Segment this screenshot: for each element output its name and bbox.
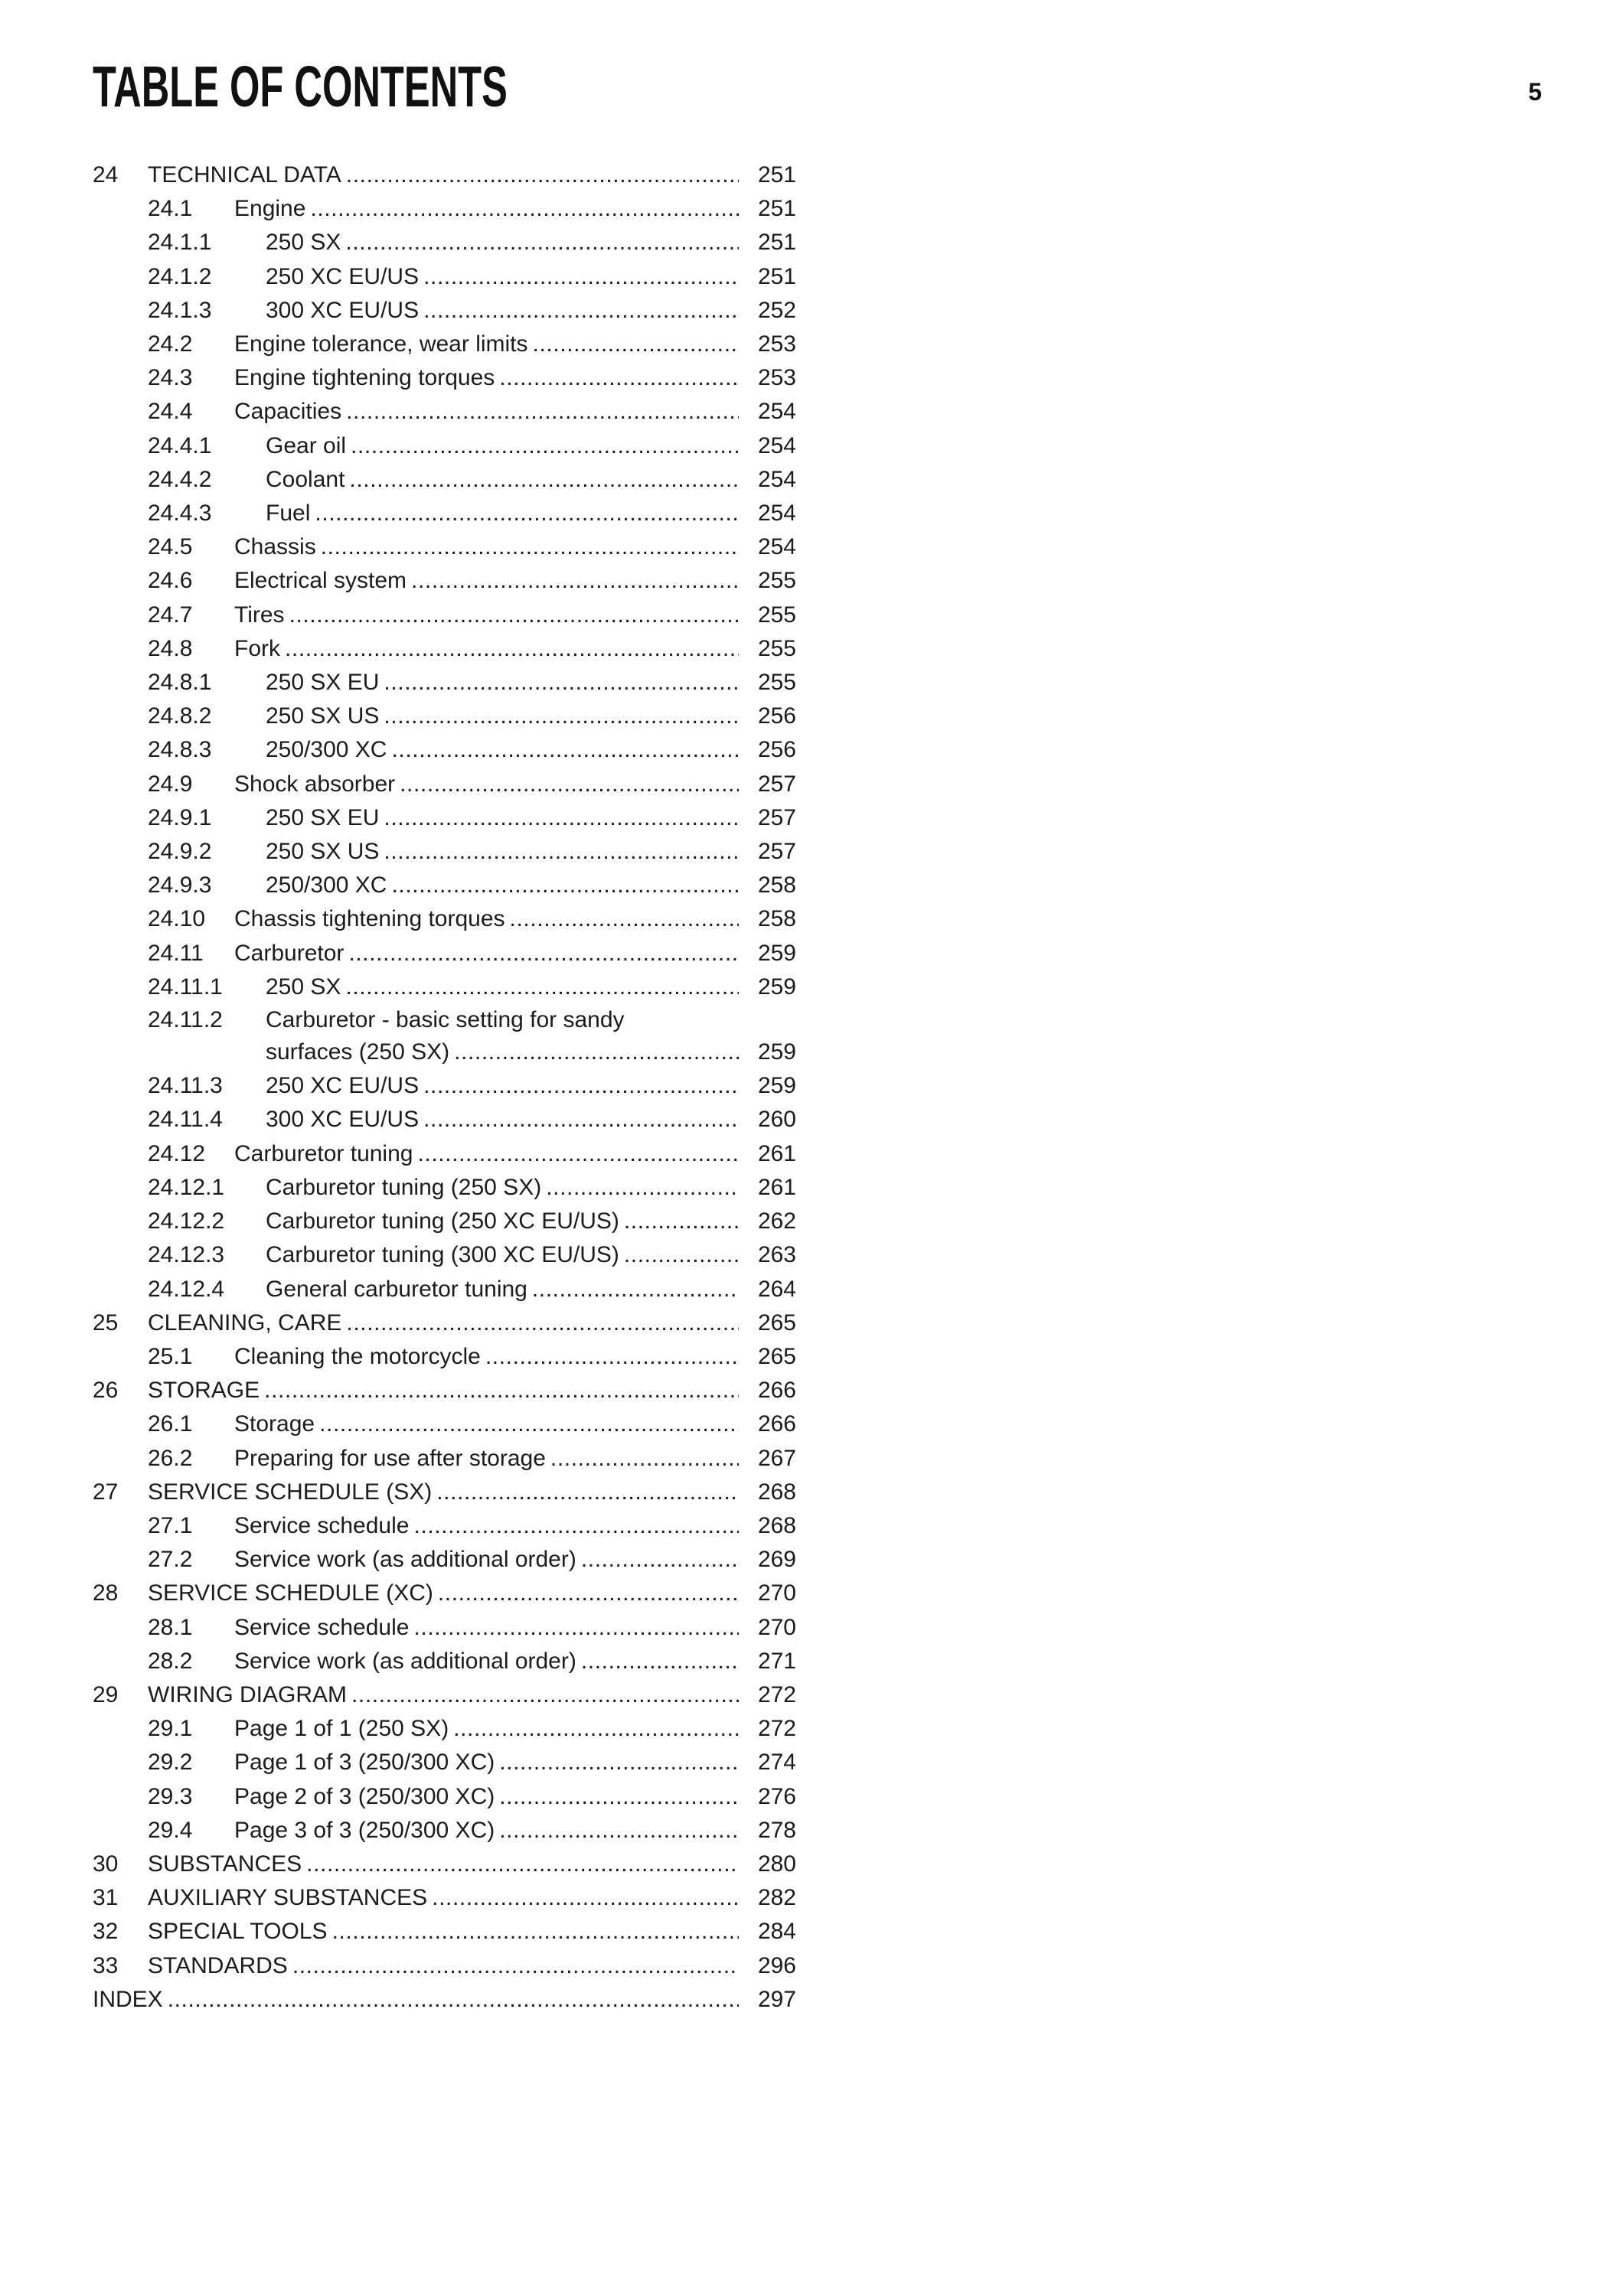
toc-section	[93, 1814, 796, 1848]
dot-leader	[347, 1678, 739, 1712]
toc-entry-title: 300 XC EU/US	[266, 297, 420, 323]
toc-entry-page: 272	[757, 1681, 796, 1707]
toc-entry-page: 262	[757, 1208, 796, 1234]
toc-entry-title: 250 SX US	[266, 839, 380, 865]
toc-chapter	[93, 1476, 796, 1509]
toc-entry-title: SERVICE SCHEDULE (XC)	[148, 1580, 433, 1606]
toc-section	[93, 564, 796, 598]
toc-entry-page: 257	[757, 771, 796, 797]
toc-entry-title: Capacities	[234, 399, 342, 425]
toc-entry-title-continuation: surfaces (250 SX)	[266, 1039, 450, 1065]
toc-entry-page: 268	[757, 1512, 796, 1538]
dot-leader	[315, 1407, 739, 1441]
toc-entry-number: 24.8.3	[148, 737, 212, 763]
toc-entry-page: 263	[757, 1242, 796, 1268]
toc-entry-title: Carburetor tuning (250 XC EU/US)	[266, 1208, 619, 1234]
toc-entry-number: 29	[93, 1681, 119, 1707]
dot-leader	[619, 1238, 739, 1272]
toc-subsection	[93, 835, 796, 869]
toc-entry-title: SERVICE SCHEDULE (SX)	[148, 1479, 433, 1505]
toc-section	[93, 1442, 796, 1476]
dot-leader	[419, 1103, 739, 1137]
toc-entry-page: 264	[757, 1276, 796, 1302]
toc-subsection	[93, 801, 796, 835]
toc-subsection	[93, 700, 796, 733]
toc-entry-number: 24.1.1	[148, 230, 212, 256]
toc-entry-page: 259	[757, 974, 796, 1000]
dot-leader	[495, 1780, 739, 1814]
toc-subsection	[93, 1069, 796, 1103]
toc-entry-title: Tires	[234, 602, 285, 628]
toc-entry-number: 24.5	[148, 534, 193, 560]
dot-leader	[449, 1712, 739, 1746]
dot-leader	[341, 970, 739, 1004]
toc-entry-title: 250/300 XC	[266, 737, 387, 763]
toc-entry-title: 250 SX	[266, 230, 341, 256]
toc-section	[93, 1712, 796, 1746]
toc-entry-number: 24.6	[148, 568, 193, 594]
toc-entry-page: 276	[757, 1783, 796, 1809]
toc-entry-number: 24.8.2	[148, 703, 212, 729]
toc-entry-number: 24.4.3	[148, 501, 212, 527]
dot-leader	[409, 1611, 739, 1645]
toc-section	[93, 632, 796, 666]
toc-entry-number: 24.4.1	[148, 432, 212, 458]
dot-leader	[427, 1881, 739, 1915]
toc-section	[93, 1611, 796, 1645]
dot-leader	[260, 1374, 739, 1407]
toc-subsection	[93, 666, 796, 700]
toc-entry-title: Carburetor tuning	[234, 1140, 413, 1166]
dot-leader	[379, 700, 739, 733]
toc-entry-number: 24.12.3	[148, 1242, 225, 1268]
toc-entry-title: Service schedule	[234, 1512, 410, 1538]
toc-entry-page: 267	[757, 1445, 796, 1471]
dot-leader	[395, 768, 739, 801]
toc-entry-page: 252	[757, 297, 796, 323]
toc-entry-number: 24.11.3	[148, 1073, 223, 1099]
toc-entry-number: 24	[93, 162, 119, 188]
toc-entry-number: 24.1.2	[148, 263, 212, 289]
toc-entry-title: Storage	[234, 1411, 315, 1437]
toc-entry-page: 255	[757, 568, 796, 594]
toc-chapter	[93, 1915, 796, 1949]
toc-entry-number: 24.4.2	[148, 466, 212, 492]
toc-entry-number: 24.11.2	[148, 1007, 223, 1033]
toc-entry-page: 256	[757, 703, 796, 729]
toc-section	[93, 192, 796, 226]
toc-entry-number: 32	[93, 1919, 119, 1945]
toc-entry-number: 24.11	[148, 940, 204, 966]
dot-leader	[541, 1171, 739, 1205]
toc-entry-title: Shock absorber	[234, 771, 396, 797]
toc-subsection	[93, 970, 796, 1004]
dot-leader	[387, 733, 739, 767]
toc-entry-number: 27.2	[148, 1547, 193, 1573]
dot-leader	[288, 1949, 739, 1983]
toc-entry-page: 266	[757, 1378, 796, 1404]
toc-entry-page: 272	[757, 1716, 796, 1742]
dot-leader	[341, 226, 739, 259]
toc-subsection	[93, 1103, 796, 1137]
toc-entry-title: Cleaning the motorcycle	[234, 1343, 481, 1369]
toc-entry-title: Carburetor tuning (250 SX)	[266, 1174, 542, 1200]
toc-section	[93, 768, 796, 801]
toc-entry-page: 271	[757, 1648, 796, 1674]
toc-entry-page: 254	[757, 534, 796, 560]
toc-entry-number: 24.9.1	[148, 804, 212, 830]
toc-entry-page: 274	[757, 1750, 796, 1776]
toc-entry-title: 250 SX EU	[266, 670, 380, 696]
toc-entry-page: 280	[757, 1851, 796, 1877]
dot-leader	[163, 1983, 739, 2017]
toc-chapter	[93, 1949, 796, 1983]
toc-entry-number: 24.4	[148, 399, 193, 425]
toc-entry-title: Carburetor - basic setting for sandy	[266, 1007, 625, 1033]
toc-entry-number: 26.2	[148, 1445, 193, 1471]
toc-entry-number: 30	[93, 1851, 119, 1877]
toc-entry-page: 255	[757, 635, 796, 661]
toc-section	[93, 1746, 796, 1779]
toc-subsection	[93, 869, 796, 902]
toc-entry-page: 255	[757, 602, 796, 628]
dot-leader	[419, 1069, 739, 1103]
toc-entry-title: Fork	[234, 635, 280, 661]
page-title: TABLE OF CONTENTS	[93, 54, 508, 119]
toc-entry-title: Chassis	[234, 534, 316, 560]
dot-leader	[316, 530, 739, 564]
toc-chapter	[93, 1306, 796, 1340]
dot-leader	[387, 869, 739, 902]
toc-entry-number: 24.7	[148, 602, 193, 628]
toc-section	[93, 1509, 796, 1543]
toc-subsection	[93, 429, 796, 463]
dot-leader	[449, 1035, 739, 1069]
toc-entry-number: 24.1.3	[148, 297, 212, 323]
dot-leader	[432, 1476, 739, 1509]
toc-entry-number: 24.8	[148, 635, 193, 661]
page-number: 5	[1528, 78, 1542, 106]
toc-entry-title: Engine	[234, 196, 306, 222]
dot-leader	[546, 1442, 739, 1476]
toc-entry-number: 24.11.4	[148, 1107, 223, 1133]
dot-leader	[528, 328, 739, 361]
dot-leader	[413, 1137, 739, 1171]
dot-leader	[345, 463, 739, 497]
toc-entry-title: 250 SX US	[266, 703, 380, 729]
dot-leader	[495, 361, 739, 395]
toc-subsection	[93, 1273, 796, 1306]
dot-leader	[285, 598, 739, 632]
toc-entry-title: Engine tightening torques	[234, 365, 495, 391]
toc-entry-title: SPECIAL TOOLS	[148, 1919, 328, 1945]
dot-leader	[280, 632, 739, 666]
toc-entry-number: 24.12	[148, 1140, 206, 1166]
toc-entry-title: Preparing for use after storage	[234, 1445, 546, 1471]
toc-entry-title: Gear oil	[266, 432, 347, 458]
toc-entry-number: 27.1	[148, 1512, 193, 1538]
dot-leader	[341, 395, 739, 429]
toc-entry-page: 297	[757, 1986, 796, 2012]
toc-entry-page: 255	[757, 670, 796, 696]
toc-entry-number: 24.9	[148, 771, 193, 797]
toc-section	[93, 395, 796, 429]
toc-entry-page: 256	[757, 737, 796, 763]
toc-chapter	[93, 1577, 796, 1610]
dot-leader	[419, 260, 739, 294]
toc-entry-page: 261	[757, 1174, 796, 1200]
toc-entry-number: 26	[93, 1378, 119, 1404]
toc-section	[93, 530, 796, 564]
toc-entry-title: General carburetor tuning	[266, 1276, 527, 1302]
toc-entry-number: 29.2	[148, 1750, 193, 1776]
toc-entry-title: 250 SX EU	[266, 804, 380, 830]
toc-entry-title: STORAGE	[148, 1378, 260, 1404]
toc-entry-number: 28.2	[148, 1648, 193, 1674]
toc-entry-page: 258	[757, 906, 796, 932]
toc-entry-number: 29.4	[148, 1817, 193, 1843]
toc-section	[93, 361, 796, 395]
toc-entry-title: 250/300 XC	[266, 872, 387, 899]
toc-entry-number: 24.9.2	[148, 839, 212, 865]
toc-section	[93, 902, 796, 936]
toc-entry-number: 24.12.4	[148, 1276, 225, 1302]
toc-entry-page: 257	[757, 839, 796, 865]
dot-leader	[341, 1306, 739, 1340]
toc-entry-page: 284	[757, 1919, 796, 1945]
toc-entry-title: Coolant	[266, 466, 345, 492]
toc-subsection	[93, 497, 796, 530]
toc-entry-title: SUBSTANCES	[148, 1851, 302, 1877]
dot-leader	[576, 1645, 739, 1678]
dot-leader	[409, 1509, 739, 1543]
toc-subsection	[93, 226, 796, 259]
toc-entry-title: Service work (as additional order)	[234, 1648, 576, 1674]
toc-entry-page: 259	[757, 1039, 796, 1065]
toc-entry-title: 250 XC EU/US	[266, 263, 420, 289]
toc-chapter	[93, 158, 796, 192]
toc-entry-page: 268	[757, 1479, 796, 1505]
toc-section	[93, 1645, 796, 1678]
dot-leader	[302, 1848, 739, 1881]
toc-entry-number: 26.1	[148, 1411, 193, 1437]
toc-entry-number: 24.11.1	[148, 974, 223, 1000]
toc-index-entry	[93, 1983, 796, 2017]
dot-leader	[619, 1205, 739, 1238]
toc-subsection	[93, 1238, 796, 1272]
toc-entry-title: Engine tolerance, wear limits	[234, 331, 528, 357]
toc-section	[93, 1543, 796, 1577]
toc-subsection	[93, 260, 796, 294]
toc-subsection	[93, 463, 796, 497]
toc-list	[93, 158, 796, 2017]
toc-entry-title: Page 2 of 3 (250/300 XC)	[234, 1783, 495, 1809]
toc-entry-continuation-line	[266, 1035, 796, 1069]
toc-entry-title: TECHNICAL DATA	[148, 162, 341, 188]
toc-entry-title: STANDARDS	[148, 1952, 288, 1978]
toc-entry-page: 253	[757, 331, 796, 357]
toc-entry-page: 251	[757, 230, 796, 256]
toc-entry-number: 28.1	[148, 1614, 193, 1640]
toc-entry-title: Page 3 of 3 (250/300 XC)	[234, 1817, 495, 1843]
toc-section	[93, 1137, 796, 1171]
dot-leader	[379, 835, 739, 869]
toc-entry-page: 269	[757, 1547, 796, 1573]
toc-entry-number: 27	[93, 1479, 119, 1505]
dot-leader	[419, 294, 739, 328]
toc-entry-page: 266	[757, 1411, 796, 1437]
toc-entry-title: AUXILIARY SUBSTANCES	[148, 1885, 428, 1911]
dot-leader	[505, 902, 739, 936]
toc-section	[93, 328, 796, 361]
toc-entry-page: 261	[757, 1140, 796, 1166]
toc-entry-title-block	[266, 1004, 796, 1069]
toc-entry-page: 296	[757, 1952, 796, 1978]
toc-entry-title: Page 1 of 3 (250/300 XC)	[234, 1750, 495, 1776]
toc-entry-title: Electrical system	[234, 568, 407, 594]
toc-subsection	[93, 1205, 796, 1238]
toc-entry-number: 24.12.1	[148, 1174, 225, 1200]
toc-entry-number: 24.2	[148, 331, 193, 357]
toc-entry-number: 29.3	[148, 1783, 193, 1809]
toc-entry-page: 265	[757, 1343, 796, 1369]
dot-leader	[379, 666, 739, 700]
toc-entry-title: Carburetor tuning (300 XC EU/US)	[266, 1242, 619, 1268]
toc-entry-page: 260	[757, 1107, 796, 1133]
toc-chapter	[93, 1678, 796, 1712]
toc-entry-number: 25.1	[148, 1343, 193, 1369]
dot-leader	[310, 497, 739, 530]
toc-entry-title: 250 SX	[266, 974, 341, 1000]
toc-entry-number: 24.3	[148, 365, 193, 391]
toc-entry-title: Page 1 of 1 (250 SX)	[234, 1716, 449, 1742]
toc-entry-page: 251	[757, 263, 796, 289]
dot-leader	[495, 1814, 739, 1848]
toc-entry-page: 254	[757, 466, 796, 492]
toc-entry-page: 251	[757, 196, 796, 222]
dot-leader	[341, 158, 739, 192]
toc-entry-number: 31	[93, 1885, 119, 1911]
toc-entry-number: 24.1	[148, 196, 193, 222]
toc-section	[93, 598, 796, 632]
toc-entry-number: 24.8.1	[148, 670, 212, 696]
dot-leader	[495, 1746, 739, 1779]
toc-entry-number: 25	[93, 1309, 119, 1336]
toc-entry-page: 254	[757, 501, 796, 527]
dot-leader	[407, 564, 739, 598]
dot-leader	[328, 1915, 739, 1949]
toc-entry-page: 282	[757, 1885, 796, 1911]
toc-entry-page: 259	[757, 940, 796, 966]
toc-entry-number: 28	[93, 1580, 119, 1606]
toc-subsection	[93, 733, 796, 767]
toc-entry-title: INDEX	[93, 1986, 163, 2012]
toc-subsection	[93, 1004, 796, 1069]
toc-entry-title: Service schedule	[234, 1614, 410, 1640]
dot-leader	[481, 1340, 739, 1374]
toc-entry-title: Chassis tightening torques	[234, 906, 505, 932]
toc-chapter	[93, 1848, 796, 1881]
toc-entry-number: 24.9.3	[148, 872, 212, 899]
toc-entry-page: 270	[757, 1580, 796, 1606]
toc-entry-page: 259	[757, 1073, 796, 1099]
toc-entry-page: 254	[757, 432, 796, 458]
toc-section	[93, 1780, 796, 1814]
toc-entry-number: 33	[93, 1952, 119, 1978]
toc-entry-title: CLEANING, CARE	[148, 1309, 342, 1336]
toc-subsection	[93, 1171, 796, 1205]
dot-leader	[346, 429, 739, 463]
toc-entry-number: 29.1	[148, 1716, 193, 1742]
dot-leader	[379, 801, 739, 835]
dot-leader	[433, 1577, 739, 1610]
dot-leader	[527, 1273, 739, 1306]
toc-entry-title: WIRING DIAGRAM	[148, 1681, 347, 1707]
toc-entry-number: 24.10	[148, 906, 206, 932]
toc-entry-title: 250 XC EU/US	[266, 1073, 420, 1099]
dot-leader	[576, 1543, 739, 1577]
toc-entry-title: Service work (as additional order)	[234, 1547, 576, 1573]
toc-entry-page: 253	[757, 365, 796, 391]
toc-entry-page: 265	[757, 1309, 796, 1336]
toc-entry-page: 258	[757, 872, 796, 899]
dot-leader	[344, 937, 739, 970]
toc-entry-title: Carburetor	[234, 940, 345, 966]
dot-leader	[305, 192, 739, 226]
toc-entry-title: Fuel	[266, 501, 311, 527]
toc-entry-page: 278	[757, 1817, 796, 1843]
toc-section	[93, 1340, 796, 1374]
toc-chapter	[93, 1374, 796, 1407]
toc-entry-title: 300 XC EU/US	[266, 1107, 420, 1133]
toc-entry-number: 24.12.2	[148, 1208, 225, 1234]
toc-section	[93, 1407, 796, 1441]
toc-chapter	[93, 1881, 796, 1915]
toc-entry-page: 251	[757, 162, 796, 188]
toc-entry-page: 254	[757, 399, 796, 425]
toc-entry-page: 257	[757, 804, 796, 830]
toc-subsection	[93, 294, 796, 328]
toc-section	[93, 937, 796, 970]
toc-entry-page: 270	[757, 1614, 796, 1640]
